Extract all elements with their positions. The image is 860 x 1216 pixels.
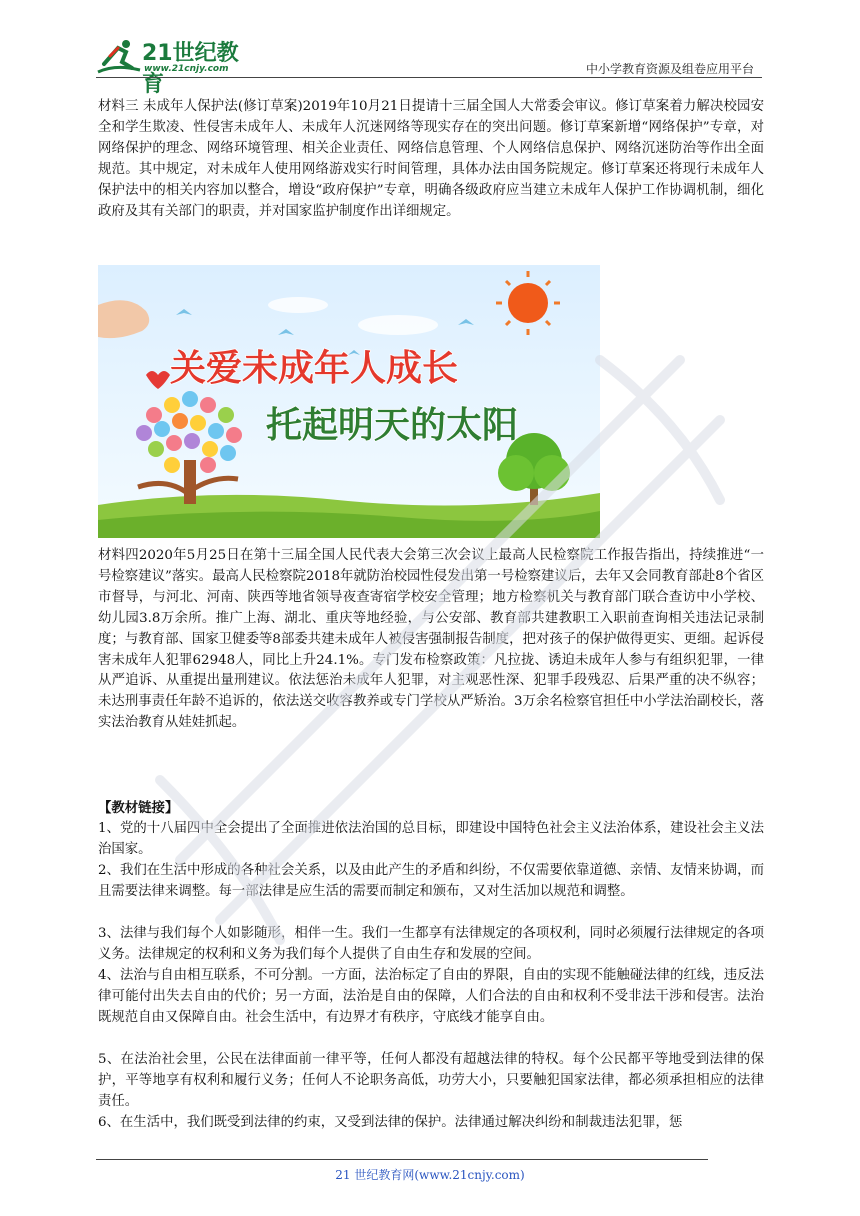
footer-divider xyxy=(96,1159,708,1160)
platform-name: 中小学教育资源及组卷应用平台 xyxy=(585,62,754,76)
textbook-item-6: 6、在生活中，我们既受到法律的约束，又受到法律的保护。法律通过解决纠纷和制裁违法犯罪，惩 xyxy=(98,1115,683,1130)
textbook-item-5: 5、在法治社会里，公民在法律面前一律平等，任何人都没有超越法律的特权。每个公民都平等地受到法律的保护，平等地享有权利和履行义务；任何人不论职务高低，功劳大小，只要触犯国家法律，都必须承担相应的法律责任。 xyxy=(98,1052,764,1109)
runner-icon xyxy=(96,34,144,78)
footer-link[interactable]: 21 世纪教育网(www.21cnjy.com) xyxy=(335,1168,525,1182)
banner-line-2: 托起明天的太阳 xyxy=(266,405,519,446)
logo-text: 21世纪教育 xyxy=(142,41,239,97)
banner-image xyxy=(98,265,600,538)
logo-url: www.21cnjy.com xyxy=(144,64,229,74)
textbook-item-2: 2、我们在生活中形成的各种社会关系，以及由此产生的矛盾和纠纷，不仅需要依靠道德、亲情、友情来协调，而且需要法律来调整。每一部法律是应生活的需要而制定和颁布，又对生活加以规范和调整。 xyxy=(98,863,764,899)
textbook-item-4: 4、法治与自由相互联系，不可分割。一方面，法治标定了自由的界限，自由的实现不能触碰法律的红线，违反法律可能付出失去自由的代价；另一方面，法治是自由的保障，人们合法的自由和权利不受非法干涉和侵害。法治既规范自由又保障自由。社会生活中，有边界才有秩序，守底线才能享自由。 xyxy=(98,968,764,1025)
banner-line-1: 关爱未成年人成长 xyxy=(170,348,459,389)
material-3-paragraph: 材料三 未成年人保护法(修订草案)2019年10月21日提请十三届全国人大常委会审议。修订草案着力解决校园安全和学生欺凌、性侵害未成年人、未成年人沉迷网络等现实存在的突出问题。修订草案新增“网络保护”专章，对网络保护的理念、网络环境管理、相关企业责任、网络信息管理、个人网络信息保护、网络沉迷防治等作出全面规范。其中规定，对未成年人使用网络游戏实行时间管理，具体办法由国务院规定。修订草案还将现行未成年人保护法中的相关内容加以整合，增设“政府保护”专章，明确各级政府应当建立未成年人保护工作协调机制，细化政府及其有关部门的职责，并对国家监护制度作出详细规定。 xyxy=(98,99,764,219)
textbook-item-1: 1、党的十八届四中全会提出了全面推进依法治国的总目标，即建设中国特色社会主义法治体系，建设社会主义法治国家。 xyxy=(98,821,764,857)
header-divider xyxy=(96,77,762,78)
section-heading: 【教材链接】 xyxy=(98,800,179,816)
material-4-paragraph: 材料四2020年5月25日在第十三届全国人民代表大会第三次会议上最高人民检察院工作报告指出，持续推进“一号检察建议”落实。最高人民检察院2018年就防治校园性侵发出第一号检察建议后，去年又会同教育部赴8个省区市督导，与河北、河南、陕西等地省领导夜查寄宿学校安全管理；地方检察机关与教育部门联合查访中小学校、幼儿园3.8万余所。推广上海、湖北、重庆等地经验，与公安部、教育部共建教职工入职前查询相关违法记录制度；与教育部、国家卫健委等8部委共建未成年人被侵害强制报告制度，把对孩子的保护做得更实、更细。起诉侵害未成年人犯罪62948人，同比上升24.1%。专门发布检察政策：凡拉拢、诱迫未成年人参与有组织犯罪，一律从严追诉、从重提出量刑建议。依法惩治未成年人犯罪，对主观恶性深、犯罪手段残忍、后果严重的决不纵容；未达刑事责任年龄不追诉的，依法送交收容教养或专门学校从严矫治。3万余名检察官担任中小学法治副校长，落实法治教育从娃娃抓起。 xyxy=(98,548,764,731)
textbook-item-3: 3、法律与我们每个人如影随形，相伴一生。我们一生都享有法律规定的各项权利，同时必须履行法律规定的各项义务。法律规定的权利和义务为我们每个人提供了自由生存和发展的空间。 xyxy=(98,926,764,962)
page-header xyxy=(96,30,762,97)
site-logo[interactable] xyxy=(96,34,256,97)
